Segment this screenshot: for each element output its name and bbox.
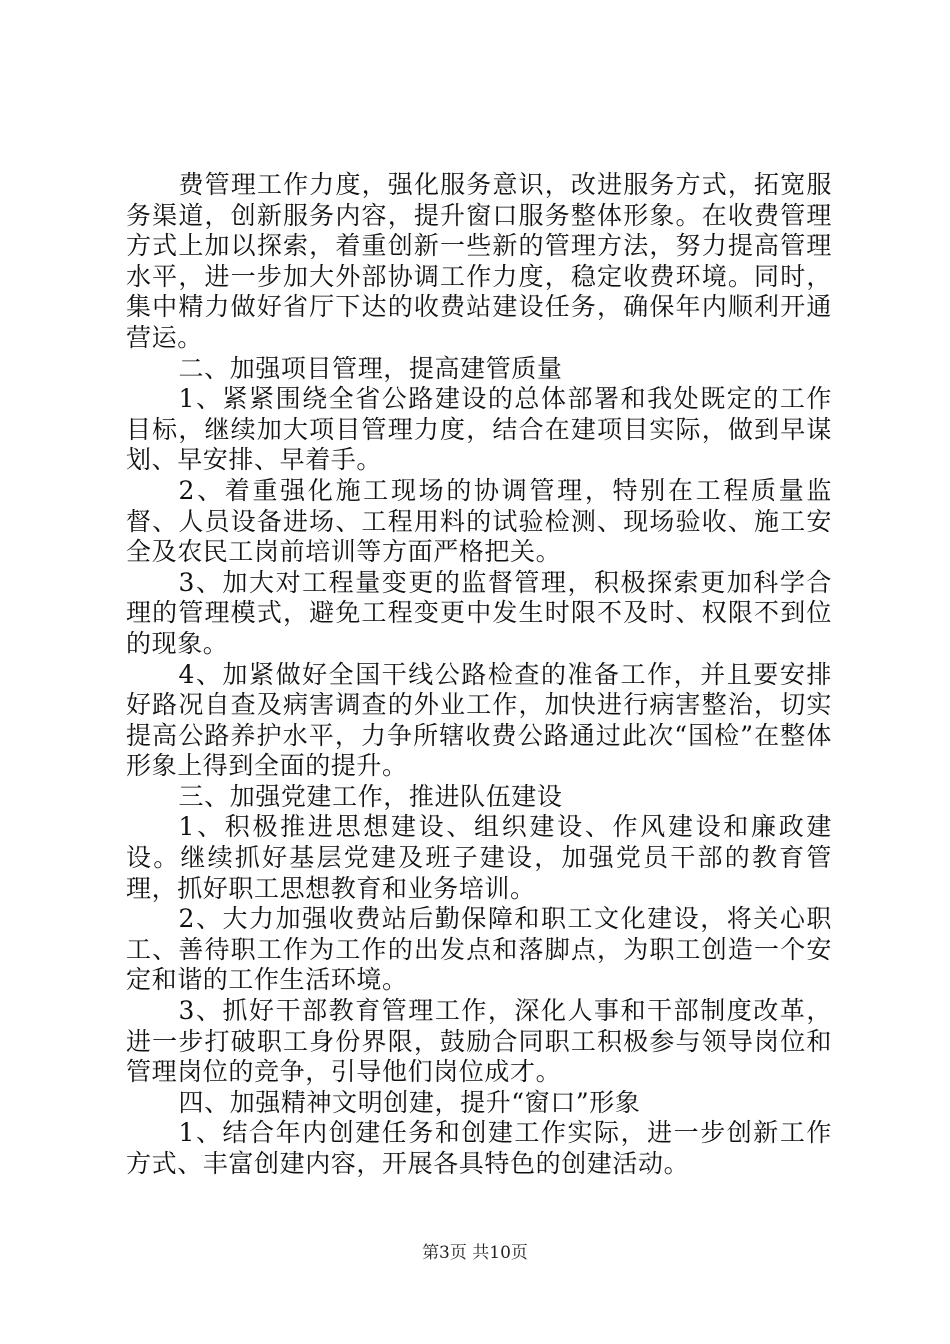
paragraph-project-4: 4、加紧做好全国干线公路检查的准备工作，并且要安排好路况自查及病害调查的外业工作，加快进行病害整治，切实提高公路养护水平，力争所辖收费公路通过此次“国检”在整体形象上得到全面的提升。 — [126, 659, 832, 781]
paragraph-service-window: 费管理工作力度，强化服务意识，改进服务方式，拓宽服务渠道，创新服务内容，提升窗口服务整体形象。在收费管理方式上加以探索，着重创新一些新的管理方法，努力提高管理水平，进一步加大外部协调工作力度，稳定收费环境。同时，集中精力做好省厅下达的收费站建设任务，确保年内顺利开通营运。 — [126, 170, 832, 352]
paragraph-party-3: 3、抓好干部教育管理工作，深化人事和干部制度改革，进一步打破职工身份界限，鼓励合同职工积极参与领导岗位和管理岗位的竞争，引导他们岗位成才。 — [126, 996, 832, 1087]
paragraph-party-2: 2、大力加强收费站后勤保障和职工文化建设，将关心职工、善待职工作为工作的出发点和落脚点，为职工创造一个安定和谐的工作生活环境。 — [126, 904, 832, 995]
paragraph-party-1: 1、积极推进思想建设、组织建设、作风建设和廉政建设。继续抓好基层党建及班子建设，加强党员干部的教育管理，抓好职工思想教育和业务培训。 — [126, 812, 832, 903]
document-body — [126, 170, 832, 1180]
paragraph-project-3: 3、加大对工程量变更的监督管理，积极探索更加科学合理的管理模式，避免工程变更中发生时限不及时、权限不到位的现象。 — [126, 567, 832, 658]
page-number-footer: 第3页 共10页 — [422, 1243, 528, 1263]
paragraph-project-2: 2、着重强化施工现场的协调管理，特别在工程质量监督、人员设备进场、工程用料的试验检测、现场验收、施工安全及农民工岗前培训等方面严格把关。 — [126, 475, 832, 567]
heading-civilization: 四、加强精神文明创建，提升“窗口”形象 — [178, 1087, 641, 1117]
heading-party-building: 三、加强党建工作，推进队伍建设 — [178, 781, 563, 811]
paragraph-project-1: 1、紧紧围绕全省公路建设的总体部署和我处既定的工作目标，继续加大项目管理力度，结合在建项目实际，做到早谋划、早安排、早着手。 — [126, 384, 832, 475]
paragraph-civilization-1: 1、结合年内创建任务和创建工作实际，进一步创新工作方式、丰富创建内容，开展各具特色的创建活动。 — [126, 1118, 832, 1178]
heading-project-management: 二、加强项目管理，提高建管质量 — [178, 353, 563, 383]
